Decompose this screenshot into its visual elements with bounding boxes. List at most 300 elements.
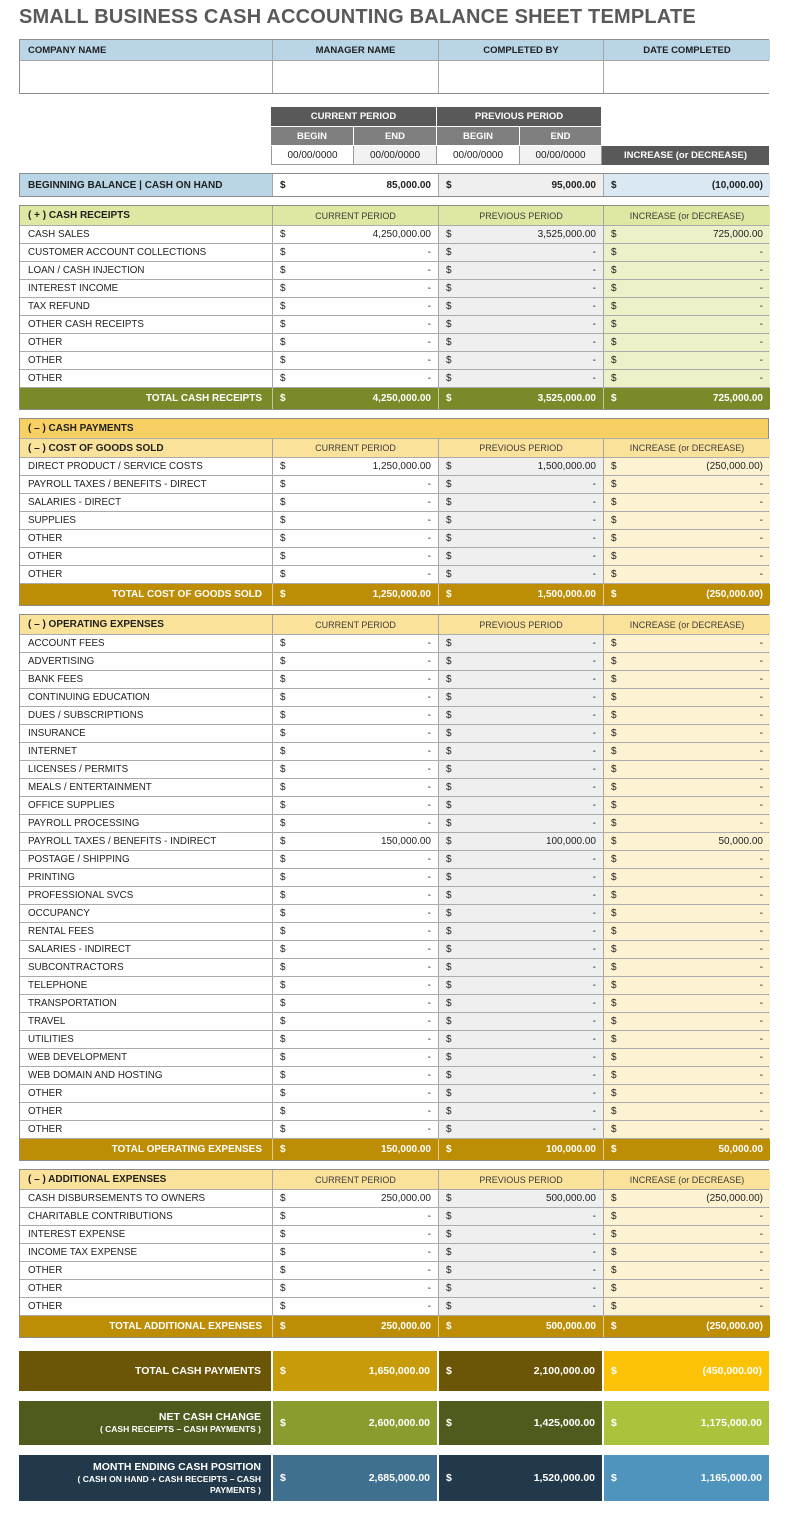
currency-symbol: $ [446, 1144, 452, 1155]
amount-value: - [592, 764, 596, 775]
currency-symbol: $ [446, 533, 452, 544]
previous-amount-cell[interactable] [438, 530, 603, 547]
current-amount-cell[interactable] [272, 743, 438, 760]
previous-amount-cell[interactable] [438, 761, 603, 778]
current-end-date-field[interactable]: 00/00/0000 [354, 146, 437, 165]
current-amount-cell[interactable] [272, 494, 438, 511]
previous-amount-cell[interactable] [438, 1067, 603, 1084]
previous-amount-cell[interactable] [438, 244, 603, 261]
beginning-balance-current-cell[interactable] [272, 174, 438, 196]
current-amount-cell[interactable] [272, 566, 438, 583]
previous-amount-cell[interactable] [438, 689, 603, 706]
increase-amount-cell [603, 334, 770, 351]
previous-amount-cell[interactable] [438, 1103, 603, 1120]
row-label: OTHER [20, 334, 272, 351]
previous-amount-cell[interactable] [438, 977, 603, 994]
table-row [20, 1225, 768, 1243]
summary-previous-cell [437, 1401, 602, 1445]
increase-amount-cell [603, 1031, 770, 1048]
currency-symbol: $ [280, 319, 286, 330]
table-row [20, 1279, 768, 1297]
row-label: SUBCONTRACTORS [20, 959, 272, 976]
amount-value: 4,250,000.00 [372, 393, 431, 404]
previous-amount-cell[interactable] [438, 298, 603, 315]
amount-value: 2,685,000.00 [368, 1472, 430, 1484]
summary-increase-cell [602, 1455, 769, 1501]
current-amount-cell[interactable] [272, 226, 438, 243]
currency-symbol: $ [446, 1052, 452, 1063]
previous-amount-cell[interactable] [438, 334, 603, 351]
amount-value: - [592, 710, 596, 721]
increase-amount-cell [603, 244, 770, 261]
previous-amount-cell[interactable] [438, 226, 603, 243]
current-amount-cell[interactable] [272, 352, 438, 369]
currency-symbol: $ [446, 1193, 452, 1204]
currency-symbol: $ [446, 589, 452, 600]
amount-value: - [759, 497, 763, 508]
amount-value: - [759, 1106, 763, 1117]
previous-amount-cell[interactable] [438, 1244, 603, 1261]
previous-amount-cell[interactable] [438, 1208, 603, 1225]
previous-amount-cell[interactable] [438, 512, 603, 529]
amount-value: - [759, 265, 763, 276]
currency-symbol: $ [446, 229, 452, 240]
amount-value: - [427, 319, 431, 330]
current-amount-cell[interactable] [272, 689, 438, 706]
currency-symbol: $ [611, 764, 617, 775]
amount-value: - [427, 1070, 431, 1081]
increase-amount-cell [603, 1085, 770, 1102]
previous-amount-cell[interactable] [438, 262, 603, 279]
currency-symbol: $ [280, 1193, 286, 1204]
currency-symbol: $ [446, 1365, 452, 1377]
previous-amount-cell[interactable] [438, 869, 603, 886]
previous-amount-cell[interactable] [438, 476, 603, 493]
amount-value: 250,000.00 [380, 1321, 431, 1332]
currency-symbol: $ [280, 1229, 286, 1240]
currency-symbol: $ [446, 515, 452, 526]
currency-symbol: $ [611, 854, 617, 865]
current-amount-cell[interactable] [272, 1049, 438, 1066]
section-total-row [20, 1315, 768, 1337]
total-current-cell [272, 584, 438, 605]
section-additional-expenses [19, 1169, 769, 1338]
current-amount-cell[interactable] [272, 1208, 438, 1225]
currency-symbol: $ [280, 283, 286, 294]
previous-amount-cell[interactable] [438, 779, 603, 796]
currency-symbol: $ [611, 337, 617, 348]
row-label: INSURANCE [20, 725, 272, 742]
previous-amount-cell[interactable] [438, 566, 603, 583]
previous-amount-cell[interactable] [438, 797, 603, 814]
previous-amount-cell[interactable] [438, 1262, 603, 1279]
current-amount-cell[interactable] [272, 1103, 438, 1120]
column-header-previous: PREVIOUS PERIOD [438, 615, 603, 634]
amount-value: - [592, 1229, 596, 1240]
current-amount-cell[interactable] [272, 635, 438, 652]
amount-value: - [759, 944, 763, 955]
amount-value: 2,600,000.00 [368, 1417, 430, 1429]
current-amount-cell[interactable] [272, 779, 438, 796]
currency-symbol: $ [611, 247, 617, 258]
currency-symbol: $ [446, 728, 452, 739]
amount-value: 4,250,000.00 [372, 229, 431, 240]
previous-amount-cell[interactable] [438, 671, 603, 688]
completed-by-field[interactable] [438, 61, 603, 93]
table-row [20, 511, 768, 529]
current-amount-cell[interactable] [272, 959, 438, 976]
currency-symbol: $ [446, 355, 452, 366]
increase-amount-cell [603, 653, 770, 670]
manager-name-field[interactable] [272, 61, 438, 93]
amount-value: - [759, 764, 763, 775]
increase-amount-cell [603, 512, 770, 529]
previous-amount-cell[interactable] [438, 1031, 603, 1048]
table-row [20, 225, 768, 243]
previous-amount-cell[interactable] [438, 635, 603, 652]
summary-band-net-cash-change [19, 1401, 769, 1445]
summary-increase-cell [602, 1351, 769, 1391]
previous-end-date-field[interactable]: 00/00/0000 [520, 146, 602, 165]
current-amount-cell[interactable] [272, 262, 438, 279]
beginning-balance-previous-cell[interactable] [438, 174, 603, 196]
amount-value: - [759, 1229, 763, 1240]
amount-value: - [592, 944, 596, 955]
increase-amount-cell [603, 869, 770, 886]
current-amount-cell[interactable] [272, 815, 438, 832]
table-row [20, 457, 768, 475]
summary-band-label [19, 1351, 271, 1391]
currency-symbol: $ [611, 319, 617, 330]
current-amount-cell[interactable] [272, 1298, 438, 1315]
completed-by-header: COMPLETED BY [438, 40, 603, 60]
currency-symbol: $ [280, 1321, 286, 1332]
amount-value: - [427, 1052, 431, 1063]
current-amount-cell[interactable] [272, 761, 438, 778]
amount-value: 1,425,000.00 [533, 1417, 595, 1429]
currency-symbol: $ [446, 1472, 452, 1484]
amount-value: (10,000.00) [711, 179, 763, 191]
previous-amount-cell[interactable] [438, 995, 603, 1012]
row-label: ADVERTISING [20, 653, 272, 670]
summary-current-cell [271, 1401, 437, 1445]
amount-value: 50,000.00 [718, 836, 763, 847]
current-amount-cell[interactable] [272, 548, 438, 565]
amount-value: - [427, 944, 431, 955]
previous-amount-cell[interactable] [438, 851, 603, 868]
amount-value: - [592, 998, 596, 1009]
current-begin-date-field[interactable]: 00/00/0000 [271, 146, 354, 165]
current-amount-cell[interactable] [272, 1013, 438, 1030]
currency-symbol: $ [446, 301, 452, 312]
amount-value: - [427, 926, 431, 937]
period-header-table [271, 107, 769, 165]
currency-symbol: $ [280, 692, 286, 703]
previous-amount-cell[interactable] [438, 1085, 603, 1102]
increase-amount-cell [603, 923, 770, 940]
page-title: SMALL BUSINESS CASH ACCOUNTING BALANCE SHEET TEMPLATE [19, 6, 696, 28]
current-amount-cell[interactable] [272, 244, 438, 261]
current-begin-header: BEGIN [271, 127, 354, 146]
currency-symbol: $ [611, 962, 617, 973]
current-amount-cell[interactable] [272, 671, 438, 688]
current-amount-cell[interactable] [272, 905, 438, 922]
currency-symbol: $ [611, 569, 617, 580]
currency-symbol: $ [611, 728, 617, 739]
total-increase-cell [603, 388, 770, 409]
amount-value: - [759, 569, 763, 580]
amount-value: - [592, 301, 596, 312]
current-amount-cell[interactable] [272, 530, 438, 547]
amount-value: - [759, 692, 763, 703]
table-row [20, 886, 768, 904]
previous-amount-cell[interactable] [438, 653, 603, 670]
company-name-field[interactable] [20, 61, 272, 93]
current-amount-cell[interactable] [272, 653, 438, 670]
amount-value: - [427, 283, 431, 294]
current-amount-cell[interactable] [272, 1280, 438, 1297]
increase-amount-cell [603, 566, 770, 583]
current-amount-cell[interactable] [272, 1085, 438, 1102]
current-amount-cell[interactable] [272, 1262, 438, 1279]
current-amount-cell[interactable] [272, 1121, 438, 1138]
row-label: OTHER [20, 566, 272, 583]
current-amount-cell[interactable] [272, 833, 438, 850]
currency-symbol: $ [280, 355, 286, 366]
previous-amount-cell[interactable] [438, 458, 603, 475]
amount-value: - [592, 1088, 596, 1099]
previous-amount-cell[interactable] [438, 941, 603, 958]
previous-begin-date-field[interactable]: 00/00/0000 [437, 146, 520, 165]
currency-symbol: $ [280, 265, 286, 276]
increase-amount-cell [603, 833, 770, 850]
previous-amount-cell[interactable] [438, 1049, 603, 1066]
row-label: RENTAL FEES [20, 923, 272, 940]
column-header-previous: PREVIOUS PERIOD [438, 1170, 603, 1189]
increase-amount-cell [603, 1262, 770, 1279]
table-row [20, 1012, 768, 1030]
currency-symbol: $ [611, 1124, 617, 1135]
current-amount-cell[interactable] [272, 298, 438, 315]
amount-value: 500,000.00 [545, 1193, 596, 1204]
summary-band-month-ending-cash-position [19, 1455, 769, 1501]
previous-amount-cell[interactable] [438, 370, 603, 387]
currency-symbol: $ [280, 179, 286, 191]
previous-amount-cell[interactable] [438, 905, 603, 922]
amount-value: - [759, 746, 763, 757]
spacer [602, 127, 769, 146]
previous-amount-cell[interactable] [438, 1280, 603, 1297]
currency-symbol: $ [611, 265, 617, 276]
row-label: INTEREST EXPENSE [20, 1226, 272, 1243]
row-label: SALARIES - DIRECT [20, 494, 272, 511]
amount-value: - [592, 872, 596, 883]
amount-value: - [759, 1283, 763, 1294]
amount-value: - [759, 782, 763, 793]
current-amount-cell[interactable] [272, 923, 438, 940]
amount-value: 85,000.00 [386, 179, 431, 191]
amount-value: 1,500,000.00 [537, 589, 596, 600]
row-label: TRANSPORTATION [20, 995, 272, 1012]
company-info-input-row [20, 60, 768, 93]
amount-value: 1,250,000.00 [372, 461, 431, 472]
row-label: OCCUPANCY [20, 905, 272, 922]
currency-symbol: $ [446, 674, 452, 685]
previous-amount-cell[interactable] [438, 1226, 603, 1243]
current-amount-cell[interactable] [272, 851, 438, 868]
amount-value: 250,000.00 [380, 1193, 431, 1204]
current-amount-cell[interactable] [272, 1226, 438, 1243]
previous-amount-cell[interactable] [438, 887, 603, 904]
currency-symbol: $ [280, 1247, 286, 1258]
currency-symbol: $ [280, 1088, 286, 1099]
amount-value: - [427, 908, 431, 919]
previous-amount-cell[interactable] [438, 815, 603, 832]
current-amount-cell[interactable] [272, 1067, 438, 1084]
currency-symbol: $ [280, 533, 286, 544]
amount-value: - [427, 980, 431, 991]
amount-value: - [427, 746, 431, 757]
current-amount-cell[interactable] [272, 995, 438, 1012]
current-amount-cell[interactable] [272, 941, 438, 958]
currency-symbol: $ [611, 1144, 617, 1155]
current-amount-cell[interactable] [272, 512, 438, 529]
current-amount-cell[interactable] [272, 707, 438, 724]
current-amount-cell[interactable] [272, 977, 438, 994]
table-row [20, 976, 768, 994]
summary-current-cell [271, 1455, 437, 1501]
currency-symbol: $ [446, 1247, 452, 1258]
currency-symbol: $ [611, 1052, 617, 1063]
currency-symbol: $ [611, 692, 617, 703]
current-amount-cell[interactable] [272, 1190, 438, 1207]
increase-amount-cell [603, 548, 770, 565]
currency-symbol: $ [611, 479, 617, 490]
row-label: DIRECT PRODUCT / SERVICE COSTS [20, 458, 272, 475]
amount-value: - [759, 355, 763, 366]
previous-amount-cell[interactable] [438, 1121, 603, 1138]
amount-value: - [759, 656, 763, 667]
previous-begin-header: BEGIN [437, 127, 520, 146]
previous-amount-cell[interactable] [438, 707, 603, 724]
current-amount-cell[interactable] [272, 476, 438, 493]
amount-value: 500,000.00 [545, 1321, 596, 1332]
section-total-label: TOTAL CASH RECEIPTS [20, 388, 272, 409]
row-label: OTHER [20, 370, 272, 387]
current-amount-cell[interactable] [272, 1244, 438, 1261]
currency-symbol: $ [280, 638, 286, 649]
currency-symbol: $ [611, 746, 617, 757]
summary-band-title: NET CASH CHANGE [158, 1411, 261, 1423]
amount-value: - [759, 1070, 763, 1081]
amount-value: - [592, 479, 596, 490]
amount-value: - [592, 980, 596, 991]
summary-band-subtitle: ( CASH ON HAND + CASH RECEIPTS – CASH PAYMENTS ) [77, 1473, 261, 1495]
amount-value: - [759, 247, 763, 258]
increase-amount-cell [603, 1298, 770, 1315]
currency-symbol: $ [446, 247, 452, 258]
table-row [20, 1120, 768, 1138]
previous-amount-cell[interactable] [438, 959, 603, 976]
currency-symbol: $ [446, 872, 452, 883]
amount-value: - [592, 800, 596, 811]
current-amount-cell[interactable] [272, 280, 438, 297]
previous-amount-cell[interactable] [438, 743, 603, 760]
currency-symbol: $ [280, 337, 286, 348]
currency-symbol: $ [446, 710, 452, 721]
currency-symbol: $ [446, 638, 452, 649]
table-row [20, 778, 768, 796]
amount-value: - [759, 872, 763, 883]
previous-amount-cell[interactable] [438, 280, 603, 297]
current-amount-cell[interactable] [272, 887, 438, 904]
amount-value: 95,000.00 [551, 179, 596, 191]
previous-amount-cell[interactable] [438, 316, 603, 333]
amount-value: - [592, 818, 596, 829]
currency-symbol: $ [280, 301, 286, 312]
previous-amount-cell[interactable] [438, 1013, 603, 1030]
increase-amount-cell [603, 779, 770, 796]
previous-amount-cell[interactable] [438, 833, 603, 850]
current-amount-cell[interactable] [272, 869, 438, 886]
section-total-label: TOTAL ADDITIONAL EXPENSES [20, 1316, 272, 1337]
previous-amount-cell[interactable] [438, 725, 603, 742]
previous-amount-cell[interactable] [438, 352, 603, 369]
current-amount-cell[interactable] [272, 458, 438, 475]
amount-value: - [592, 515, 596, 526]
increase-amount-cell [603, 887, 770, 904]
increase-amount-cell [603, 959, 770, 976]
current-amount-cell[interactable] [272, 725, 438, 742]
current-amount-cell[interactable] [272, 1031, 438, 1048]
increase-amount-cell [603, 1103, 770, 1120]
spacer [602, 107, 769, 127]
increase-amount-cell [603, 1067, 770, 1084]
currency-symbol: $ [611, 818, 617, 829]
amount-value: - [592, 283, 596, 294]
currency-symbol: $ [280, 1301, 286, 1312]
increase-amount-cell [603, 761, 770, 778]
amount-value: - [427, 533, 431, 544]
amount-value: - [427, 998, 431, 1009]
previous-amount-cell[interactable] [438, 1298, 603, 1315]
previous-amount-cell[interactable] [438, 1190, 603, 1207]
current-amount-cell[interactable] [272, 334, 438, 351]
amount-value: - [427, 355, 431, 366]
currency-symbol: $ [611, 551, 617, 562]
amount-value: 725,000.00 [712, 229, 763, 240]
previous-amount-cell[interactable] [438, 494, 603, 511]
currency-symbol: $ [280, 515, 286, 526]
currency-symbol: $ [611, 908, 617, 919]
amount-value: - [427, 1301, 431, 1312]
previous-amount-cell[interactable] [438, 923, 603, 940]
total-previous-cell [438, 388, 603, 409]
currency-symbol: $ [611, 229, 617, 240]
amount-value: - [427, 551, 431, 562]
currency-symbol: $ [280, 674, 286, 685]
currency-symbol: $ [446, 569, 452, 580]
current-amount-cell[interactable] [272, 370, 438, 387]
currency-symbol: $ [446, 1265, 452, 1276]
currency-symbol: $ [280, 1016, 286, 1027]
currency-symbol: $ [446, 746, 452, 757]
date-completed-field[interactable] [603, 61, 770, 93]
current-amount-cell[interactable] [272, 316, 438, 333]
section-total-label: TOTAL COST OF GOODS SOLD [20, 584, 272, 605]
current-amount-cell[interactable] [272, 797, 438, 814]
previous-amount-cell[interactable] [438, 548, 603, 565]
